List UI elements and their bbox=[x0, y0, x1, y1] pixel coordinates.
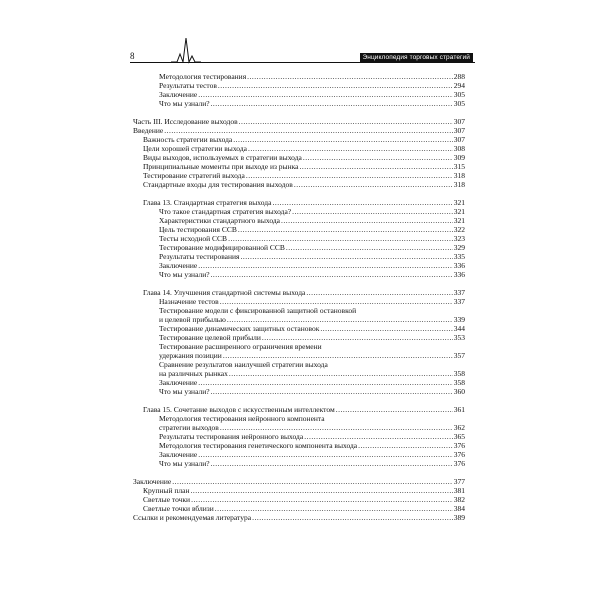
toc-entry[interactable]: Крупный план ..... 381 bbox=[143, 486, 465, 495]
toc-entry[interactable]: Тестирование динамических защитных остановок ..... 344 bbox=[159, 324, 465, 333]
toc-entry[interactable]: Тестирование модифицированной ССВ ..... 329 bbox=[159, 243, 465, 252]
toc-entry[interactable]: Тестирование целевой прибыли ..... 353 bbox=[159, 333, 465, 342]
toc-part-heading[interactable]: Часть III. Исследование выходов ..... 307 bbox=[133, 117, 465, 126]
toc-entry[interactable]: Тестирование стратегий выхода ..... 318 bbox=[143, 171, 465, 180]
toc-entry[interactable]: Результаты тестов ..... 294 bbox=[159, 81, 465, 90]
toc-entry[interactable]: Что мы узнали? ..... 360 bbox=[159, 387, 465, 396]
toc-entry[interactable]: Характеристики стандартного выхода ..... 321 bbox=[159, 216, 465, 225]
toc-entry[interactable]: Принципиальные моменты при выходе из рынка ..... 315 bbox=[143, 162, 465, 171]
toc-entry[interactable]: Что мы узнали? ..... 305 bbox=[159, 99, 465, 108]
toc-entry[interactable]: Заключение ..... 376 bbox=[159, 450, 465, 459]
toc-section-heading[interactable]: Заключение ..... 377 bbox=[133, 477, 465, 486]
toc-entry[interactable]: Цели хорошей стратегии выхода ..... 308 bbox=[143, 144, 465, 153]
toc-entry[interactable]: Заключение ..... 358 bbox=[159, 378, 465, 387]
toc-entry[interactable]: Заключение ..... 305 bbox=[159, 90, 465, 99]
toc-entry[interactable]: Что мы узнали? ..... 376 bbox=[159, 459, 465, 468]
toc-entry[interactable]: Методология тестирования генетического компонента выхода ..... 376 bbox=[159, 441, 465, 450]
toc-section-heading[interactable]: Введение ..... 307 bbox=[133, 126, 465, 135]
toc-entry[interactable]: удержания позиции ..... 357 bbox=[159, 351, 465, 360]
toc-chapter-heading[interactable]: Глава 14. Улучшения стандартной системы выхода ..... 337 bbox=[143, 288, 465, 297]
toc-entry[interactable]: Светлые точки ..... 382 bbox=[143, 495, 465, 504]
toc-entry[interactable]: и целевой прибылью ..... 339 bbox=[159, 315, 465, 324]
toc-entry[interactable]: Светлые точки вблизи ..... 384 bbox=[143, 504, 465, 513]
toc-entry[interactable]: на различных рынках ..... 358 bbox=[159, 369, 465, 378]
toc-entry[interactable]: Важность стратегии выхода ..... 307 bbox=[143, 135, 465, 144]
toc-entry[interactable]: Цель тестирования ССВ ..... 322 bbox=[159, 225, 465, 234]
toc-chapter-heading[interactable]: Глава 15. Сочетание выходов с искусственным интеллектом ..... 361 bbox=[143, 405, 465, 414]
toc-entry-line1[interactable]: Сравнение результатов наилучшей стратегии выхода bbox=[159, 360, 328, 369]
toc-section-heading[interactable]: Ссылки и рекомендуемая литература ..... 389 bbox=[133, 513, 465, 522]
toc-entry[interactable]: Результаты тестирования ..... 335 bbox=[159, 252, 465, 261]
toc-entry[interactable]: Заключение ..... 336 bbox=[159, 261, 465, 270]
toc-entry[interactable]: Что такое стандартная стратегия выхода? ..... 321 bbox=[159, 207, 465, 216]
running-title: Энциклопедия торговых стратегий bbox=[360, 53, 473, 62]
toc-entry-line1[interactable]: Тестирование расширенного ограничения времени bbox=[159, 342, 322, 351]
toc-entry[interactable]: Методология тестирования ..... 288 bbox=[159, 72, 465, 81]
toc-entry[interactable]: Результаты тестирования нейронного выхода ..... 365 bbox=[159, 432, 465, 441]
book-page bbox=[117, 18, 475, 596]
table-of-contents bbox=[117, 18, 475, 596]
toc-entry[interactable]: стратегии выходов ..... 362 bbox=[159, 423, 465, 432]
toc-entry-line1[interactable]: Тестирование модели с фиксированной защитной остановкой bbox=[159, 306, 357, 315]
toc-entry[interactable]: Виды выходов, используемых в стратегии выхода ..... 309 bbox=[143, 153, 465, 162]
toc-entry[interactable]: Тесты исходной ССВ ..... 323 bbox=[159, 234, 465, 243]
toc-chapter-heading[interactable]: Глава 13. Стандартная стратегия выхода ..... 321 bbox=[143, 198, 465, 207]
toc-entry-line1[interactable]: Методология тестирования нейронного компонента bbox=[159, 414, 325, 423]
toc-entry[interactable]: Стандартные входы для тестирования выходов ..... 318 bbox=[143, 180, 465, 189]
page-number: 8 bbox=[130, 51, 135, 61]
toc-entry[interactable]: Назначение тестов ..... 337 bbox=[159, 297, 465, 306]
toc-entry[interactable]: Что мы узнали? ..... 336 bbox=[159, 270, 465, 279]
